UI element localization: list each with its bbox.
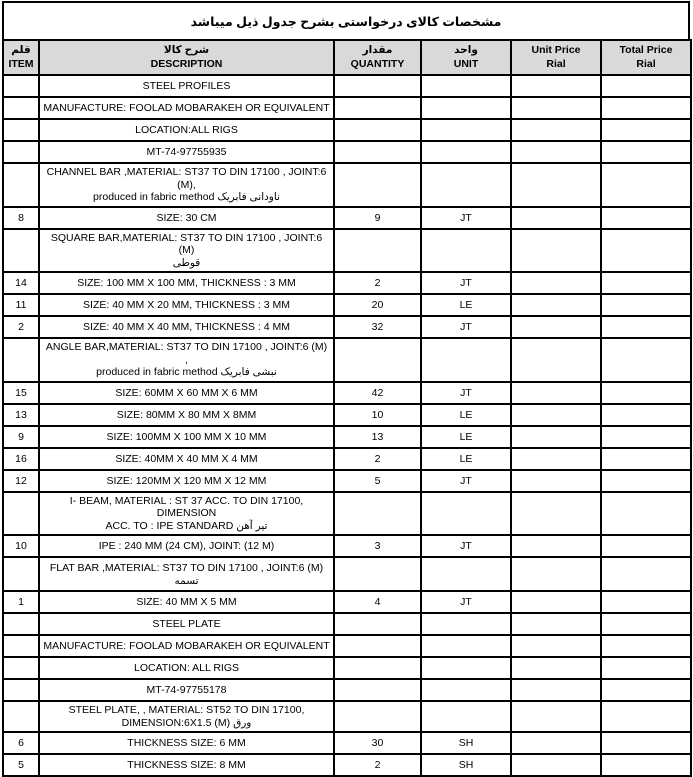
table-row	[3, 404, 691, 426]
unit-price-cell	[511, 492, 601, 536]
item-number-cell	[3, 635, 39, 657]
description-cell	[39, 492, 334, 536]
total-price-cell	[601, 701, 691, 732]
description-line: MANUFACTURE: FOOLAD MOBARAKEH OR EQUIVALENT	[43, 102, 330, 115]
unit-cell	[421, 657, 511, 679]
column-header-total-price	[601, 40, 691, 75]
description-line: قوطی	[172, 256, 201, 269]
quantity-cell: 9	[334, 207, 421, 229]
total-price-cell	[601, 338, 691, 382]
item-number-cell: 9	[3, 426, 39, 448]
quantity-cell	[334, 163, 421, 207]
item-number-cell	[3, 492, 39, 536]
unit-price-cell	[511, 657, 601, 679]
quantity-cell	[334, 701, 421, 732]
unit-cell: LE	[421, 294, 511, 316]
column-header-item	[3, 40, 39, 75]
column-header-quantity	[334, 40, 421, 75]
quantity-cell	[334, 141, 421, 163]
unit-cell	[421, 701, 511, 732]
unit-cell: JT	[421, 535, 511, 557]
items-table	[2, 39, 692, 777]
description-line: SIZE: 80MM X 80 MM X 8MM	[116, 408, 257, 421]
unit-cell: JT	[421, 591, 511, 613]
unit-cell: JT	[421, 272, 511, 294]
total-price-cell	[601, 732, 691, 754]
description-cell	[39, 382, 334, 404]
unit-price-cell	[511, 701, 601, 732]
unit-price-cell	[511, 294, 601, 316]
unit-price-cell	[511, 207, 601, 229]
description-cell	[39, 754, 334, 776]
unit-price-cell	[511, 426, 601, 448]
quantity-cell: 13	[334, 426, 421, 448]
description-cell	[39, 229, 334, 273]
description-cell	[39, 207, 334, 229]
unit-price-cell	[511, 316, 601, 338]
table-row	[3, 338, 691, 382]
table-row	[3, 294, 691, 316]
table-row	[3, 163, 691, 207]
total-price-cell	[601, 404, 691, 426]
quantity-cell	[334, 657, 421, 679]
description-cell	[39, 119, 334, 141]
header-total-price-line1: Total Price	[619, 44, 673, 56]
description-cell	[39, 294, 334, 316]
item-number-cell: 11	[3, 294, 39, 316]
description-cell	[39, 732, 334, 754]
description-cell	[39, 613, 334, 635]
total-price-cell	[601, 657, 691, 679]
header-unit-price-line2: Rial	[546, 57, 566, 70]
quantity-cell	[334, 75, 421, 97]
header-quantity-en: QUANTITY	[350, 57, 405, 70]
total-price-cell	[601, 207, 691, 229]
total-price-cell	[601, 754, 691, 776]
unit-price-cell	[511, 97, 601, 119]
description-line: STEEL PLATE	[152, 618, 221, 631]
total-price-cell	[601, 492, 691, 536]
description-cell	[39, 163, 334, 207]
quantity-cell: 42	[334, 382, 421, 404]
item-number-cell	[3, 141, 39, 163]
description-line: LOCATION: ALL RIGS	[133, 662, 240, 675]
description-cell	[39, 679, 334, 701]
unit-price-cell	[511, 732, 601, 754]
table-row	[3, 613, 691, 635]
unit-price-cell	[511, 591, 601, 613]
description-line: ANGLE BAR,MATERIAL: ST37 TO DIN 17100 , JOINT:6 (M) ,	[45, 341, 328, 366]
unit-price-cell	[511, 557, 601, 591]
unit-cell	[421, 119, 511, 141]
total-price-cell	[601, 635, 691, 657]
unit-price-cell	[511, 635, 601, 657]
total-price-cell	[601, 272, 691, 294]
unit-cell: JT	[421, 470, 511, 492]
description-cell	[39, 635, 334, 657]
unit-cell	[421, 229, 511, 273]
column-header-description	[39, 40, 334, 75]
quantity-cell	[334, 229, 421, 273]
item-number-cell: 14	[3, 272, 39, 294]
description-line: SIZE: 40 MM X 5 MM	[136, 596, 237, 609]
description-cell	[39, 701, 334, 732]
unit-cell: JT	[421, 316, 511, 338]
description-line: FLAT BAR ,MATERIAL: ST37 TO DIN 17100 , JOINT:6 (M) تسمه	[49, 562, 324, 587]
table-row	[3, 426, 691, 448]
unit-price-cell	[511, 613, 601, 635]
table-row	[3, 754, 691, 776]
table-row	[3, 535, 691, 557]
unit-price-cell	[511, 679, 601, 701]
table-row	[3, 732, 691, 754]
item-number-cell	[3, 163, 39, 207]
description-cell	[39, 657, 334, 679]
unit-cell	[421, 613, 511, 635]
description-cell	[39, 591, 334, 613]
description-line: DIMENSION:6X1.5 (M) ورق	[121, 716, 252, 729]
total-price-cell	[601, 591, 691, 613]
unit-cell	[421, 557, 511, 591]
quantity-cell	[334, 119, 421, 141]
description-line: produced in fabric method ناودانی فابریک	[93, 191, 280, 204]
unit-price-cell	[511, 272, 601, 294]
item-number-cell	[3, 657, 39, 679]
description-cell	[39, 535, 334, 557]
description-cell	[39, 448, 334, 470]
item-number-cell: 6	[3, 732, 39, 754]
unit-cell: SH	[421, 732, 511, 754]
description-line: I- BEAM, MATERIAL : ST 37 ACC. TO DIN 17100, DIMENSION	[69, 494, 304, 520]
table-row	[3, 75, 691, 97]
description-line: LOCATION:ALL RIGS	[135, 124, 238, 137]
table-row	[3, 316, 691, 338]
total-price-cell	[601, 97, 691, 119]
quantity-cell: 10	[334, 404, 421, 426]
column-header-unit-price	[511, 40, 601, 75]
unit-price-cell	[511, 163, 601, 207]
description-line: SIZE: 40MM X 40 MM X 4 MM	[115, 452, 258, 465]
table-row	[3, 679, 691, 701]
item-number-cell	[3, 679, 39, 701]
total-price-cell	[601, 426, 691, 448]
unit-cell	[421, 141, 511, 163]
description-cell	[39, 272, 334, 294]
table-row	[3, 657, 691, 679]
unit-cell	[421, 338, 511, 382]
unit-price-cell	[511, 754, 601, 776]
table-row	[3, 272, 691, 294]
unit-cell	[421, 492, 511, 536]
description-line: MT-74-97755178	[146, 684, 227, 697]
total-price-cell	[601, 535, 691, 557]
total-price-cell	[601, 75, 691, 97]
total-price-cell	[601, 229, 691, 273]
header-row	[3, 40, 691, 75]
item-number-cell: 16	[3, 448, 39, 470]
description-line: SIZE: 40 MM X 20 MM, THICKNESS : 3 MM	[83, 299, 290, 312]
item-number-cell	[3, 338, 39, 382]
description-line: MT-74-97755935	[146, 146, 227, 159]
item-number-cell: 8	[3, 207, 39, 229]
item-number-cell: 10	[3, 535, 39, 557]
item-number-cell	[3, 557, 39, 591]
unit-price-cell	[511, 448, 601, 470]
description-line: SIZE: 120MM X 120 MM X 12 MM	[106, 474, 267, 487]
item-number-cell: 15	[3, 382, 39, 404]
description-line: MANUFACTURE: FOOLAD MOBARAKEH OR EQUIVALENT	[43, 640, 330, 653]
quantity-cell	[334, 97, 421, 119]
total-price-cell	[601, 141, 691, 163]
table-row	[3, 701, 691, 732]
item-number-cell: 2	[3, 316, 39, 338]
total-price-cell	[601, 163, 691, 207]
item-number-cell: 13	[3, 404, 39, 426]
unit-cell: JT	[421, 207, 511, 229]
total-price-cell	[601, 679, 691, 701]
document-title-box	[2, 1, 690, 41]
item-number-cell	[3, 75, 39, 97]
total-price-cell	[601, 119, 691, 141]
item-number-cell: 5	[3, 754, 39, 776]
unit-cell: LE	[421, 426, 511, 448]
table-row	[3, 492, 691, 536]
description-line: CHANNEL BAR ,MATERIAL: ST37 TO DIN 17100 , JOINT:6 (M),	[46, 166, 327, 191]
header-item-fa: قلم	[11, 44, 31, 56]
description-line: STEEL PROFILES	[142, 80, 231, 93]
quantity-cell	[334, 338, 421, 382]
quantity-cell	[334, 679, 421, 701]
total-price-cell	[601, 448, 691, 470]
unit-cell: LE	[421, 448, 511, 470]
description-cell	[39, 316, 334, 338]
table-body	[3, 75, 691, 776]
quantity-cell: 2	[334, 448, 421, 470]
description-cell	[39, 426, 334, 448]
header-unit-en: UNIT	[453, 57, 479, 70]
item-number-cell: 12	[3, 470, 39, 492]
unit-price-cell	[511, 470, 601, 492]
description-line: SIZE: 100 MM X 100 MM, THICKNESS : 3 MM	[77, 277, 296, 290]
column-header-unit	[421, 40, 511, 75]
description-line: ACC. TO : IPE STANDARD تیر آهن	[105, 519, 268, 532]
quantity-cell: 5	[334, 470, 421, 492]
unit-cell: SH	[421, 754, 511, 776]
unit-cell	[421, 75, 511, 97]
unit-cell	[421, 97, 511, 119]
description-line: SIZE: 60MM X 60 MM X 6 MM	[115, 386, 258, 399]
unit-price-cell	[511, 338, 601, 382]
unit-cell: JT	[421, 382, 511, 404]
table-row	[3, 448, 691, 470]
table-row	[3, 591, 691, 613]
description-line: SIZE: 40 MM X 40 MM, THICKNESS : 4 MM	[83, 321, 290, 334]
description-cell	[39, 141, 334, 163]
table-row	[3, 382, 691, 404]
quantity-cell: 20	[334, 294, 421, 316]
total-price-cell	[601, 294, 691, 316]
description-cell	[39, 97, 334, 119]
total-price-cell	[601, 613, 691, 635]
description-cell	[39, 470, 334, 492]
quantity-cell: 4	[334, 591, 421, 613]
description-cell	[39, 404, 334, 426]
header-unit-price-line1: Unit Price	[531, 44, 581, 56]
table-row	[3, 557, 691, 591]
total-price-cell	[601, 316, 691, 338]
description-line: STEEL PLATE, , MATERIAL: ST52 TO DIN 17100,	[68, 704, 305, 717]
item-number-cell	[3, 613, 39, 635]
table-row	[3, 635, 691, 657]
total-price-cell	[601, 557, 691, 591]
table-row	[3, 119, 691, 141]
item-number-cell	[3, 701, 39, 732]
description-line: produced in fabric method نبشی فابریک	[96, 366, 277, 379]
header-total-price-line2: Rial	[636, 57, 656, 70]
unit-price-cell	[511, 119, 601, 141]
unit-cell: LE	[421, 404, 511, 426]
total-price-cell	[601, 470, 691, 492]
quantity-cell	[334, 557, 421, 591]
quantity-cell: 32	[334, 316, 421, 338]
quantity-cell: 3	[334, 535, 421, 557]
total-price-cell	[601, 382, 691, 404]
header-quantity-fa: مقدار	[362, 44, 393, 56]
header-description-fa: شرح کالا	[163, 44, 210, 56]
quantity-cell	[334, 492, 421, 536]
description-line: SIZE: 30 CM	[156, 211, 217, 224]
unit-cell	[421, 679, 511, 701]
item-number-cell	[3, 119, 39, 141]
description-cell	[39, 557, 334, 591]
unit-price-cell	[511, 229, 601, 273]
description-line: THICKNESS SIZE: 6 MM	[127, 737, 246, 750]
table-row	[3, 97, 691, 119]
header-item-en: ITEM	[8, 57, 34, 70]
unit-price-cell	[511, 141, 601, 163]
unit-cell	[421, 163, 511, 207]
description-line: SQUARE BAR,MATERIAL: ST37 TO DIN 17100 , JOINT:6 (M)	[50, 231, 323, 257]
unit-price-cell	[511, 404, 601, 426]
item-number-cell	[3, 97, 39, 119]
table-row	[3, 141, 691, 163]
description-line: SIZE: 100MM X 100 MM X 10 MM	[106, 430, 267, 443]
unit-price-cell	[511, 75, 601, 97]
unit-price-cell	[511, 535, 601, 557]
description-cell	[39, 75, 334, 97]
unit-cell	[421, 635, 511, 657]
description-line: THICKNESS SIZE: 8 MM	[127, 759, 246, 772]
quantity-cell: 2	[334, 754, 421, 776]
document-title: مشخصات کالای درخواستی بشرح جدول ذیل میباشد	[190, 14, 502, 29]
description-cell	[39, 338, 334, 382]
description-line: IPE : 240 MM (24 CM), JOINT: (12 M)	[98, 540, 275, 553]
item-number-cell	[3, 229, 39, 273]
table-row	[3, 207, 691, 229]
item-number-cell: 1	[3, 591, 39, 613]
unit-price-cell	[511, 382, 601, 404]
header-description-en: DESCRIPTION	[150, 57, 223, 70]
quantity-cell: 2	[334, 272, 421, 294]
quantity-cell	[334, 613, 421, 635]
table-row	[3, 470, 691, 492]
header-unit-fa: واحد	[454, 44, 478, 56]
quantity-cell	[334, 635, 421, 657]
table-row	[3, 229, 691, 273]
quantity-cell: 30	[334, 732, 421, 754]
